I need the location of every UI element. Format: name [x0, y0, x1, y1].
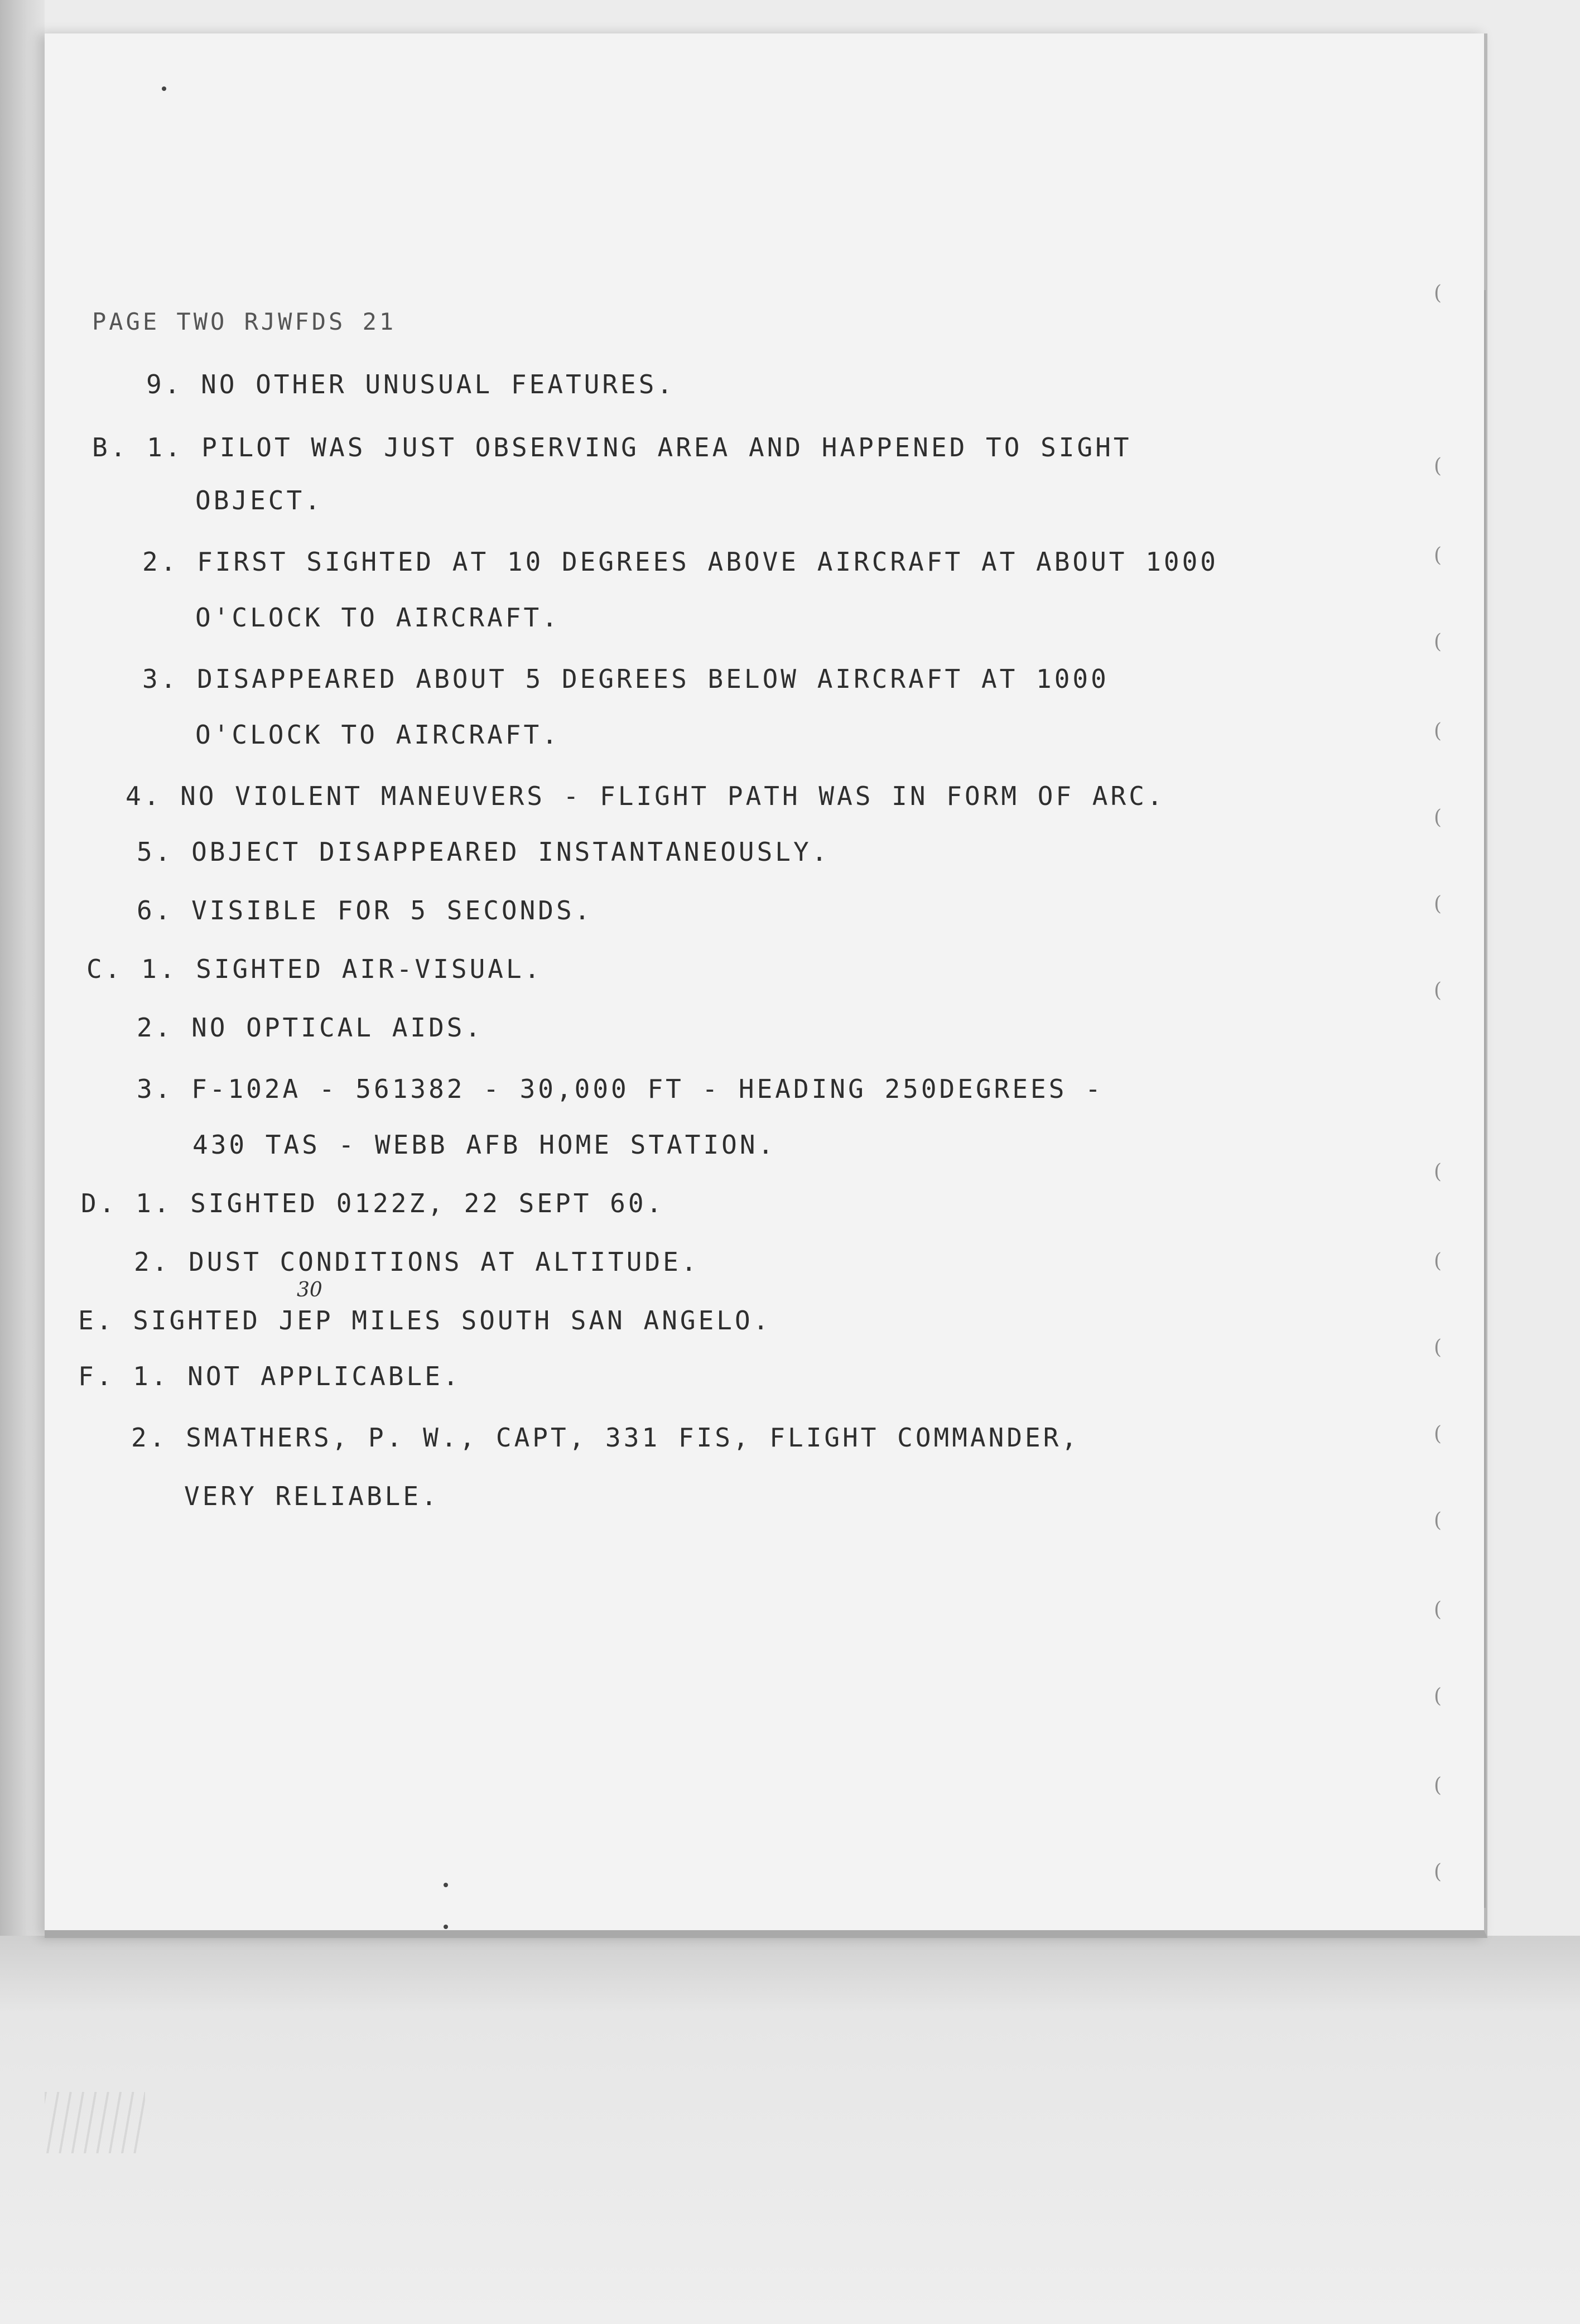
item-f-1: F. 1. NOT APPLICABLE. [78, 1361, 461, 1391]
item-c-3: 3. F-102A - 561382 - 30,000 FT - HEADING 250DEGREES - [137, 1074, 1104, 1104]
margin-mark: ( [1434, 1336, 1442, 1359]
scan-bottom-area [0, 1936, 1580, 2324]
edge-smudge [45, 2092, 145, 2153]
item-c-3-cont: 430 TAS - WEBB AFB HOME STATION. [192, 1130, 777, 1160]
margin-mark: ( [1434, 1685, 1442, 1708]
scan-left-shadow [0, 0, 45, 2008]
item-c-1: C. 1. SIGHTED AIR-VISUAL. [86, 954, 543, 984]
item-b-3: 3. DISAPPEARED ABOUT 5 DEGREES BELOW AIRCRAFT AT 1000 [142, 664, 1109, 694]
item-b-1-cont: OBJECT. [195, 485, 323, 515]
margin-mark: ( [1434, 720, 1442, 742]
margin-mark: ( [1434, 282, 1442, 305]
item-e: E. SIGHTED JEP MILES SOUTH SAN ANGELO. [78, 1305, 772, 1335]
margin-mark: ( [1434, 1160, 1442, 1183]
margin-mark: ( [1434, 979, 1442, 1002]
margin-mark: ( [1434, 630, 1442, 653]
margin-mark: ( [1434, 455, 1442, 478]
speck [444, 1883, 448, 1887]
speck [162, 86, 166, 91]
item-c-2: 2. NO OPTICAL AIDS. [137, 1012, 484, 1043]
margin-mark: ( [1434, 1598, 1442, 1621]
handwritten-correction: 30 [297, 1279, 322, 1301]
item-b-4: 4. NO VIOLENT MANEUVERS - FLIGHT PATH WAS IN FORM OF ARC. [126, 781, 1165, 811]
item-b-5: 5. OBJECT DISAPPEARED INSTANTANEOUSLY. [137, 837, 830, 867]
page-header: PAGE TWO RJWFDS 21 [92, 308, 397, 335]
item-d-2: 2. DUST CONDITIONS AT ALTITUDE. [134, 1247, 700, 1277]
item-b-3-cont: O'CLOCK TO AIRCRAFT. [195, 720, 560, 750]
page-right-edge [1484, 290, 1508, 1908]
item-b-2-cont: O'CLOCK TO AIRCRAFT. [195, 602, 560, 633]
margin-mark: ( [1434, 1860, 1442, 1883]
item-f-2-cont: VERY RELIABLE. [184, 1481, 440, 1511]
margin-mark: ( [1434, 893, 1442, 915]
item-b-2: 2. FIRST SIGHTED AT 10 DEGREES ABOVE AIRCRAFT AT ABOUT 1000 [142, 547, 1218, 577]
margin-mark: ( [1434, 1774, 1442, 1797]
item-b-1: B. 1. PILOT WAS JUST OBSERVING AREA AND HAPPENED TO SIGHT [92, 432, 1132, 462]
margin-mark: ( [1434, 1250, 1442, 1272]
margin-mark: ( [1434, 806, 1442, 829]
margin-mark: ( [1434, 1423, 1442, 1445]
speck [444, 1925, 448, 1929]
item-b-6: 6. VISIBLE FOR 5 SECONDS. [137, 895, 593, 925]
item-a-9: 9. NO OTHER UNUSUAL FEATURES. [146, 369, 676, 399]
item-f-2: 2. SMATHERS, P. W., CAPT, 331 FIS, FLIGHT COMMANDER, [131, 1423, 1080, 1453]
item-d-1: D. 1. SIGHTED 0122Z, 22 SEPT 60. [81, 1188, 665, 1218]
margin-mark: ( [1434, 1509, 1442, 1532]
margin-mark: ( [1434, 544, 1442, 567]
